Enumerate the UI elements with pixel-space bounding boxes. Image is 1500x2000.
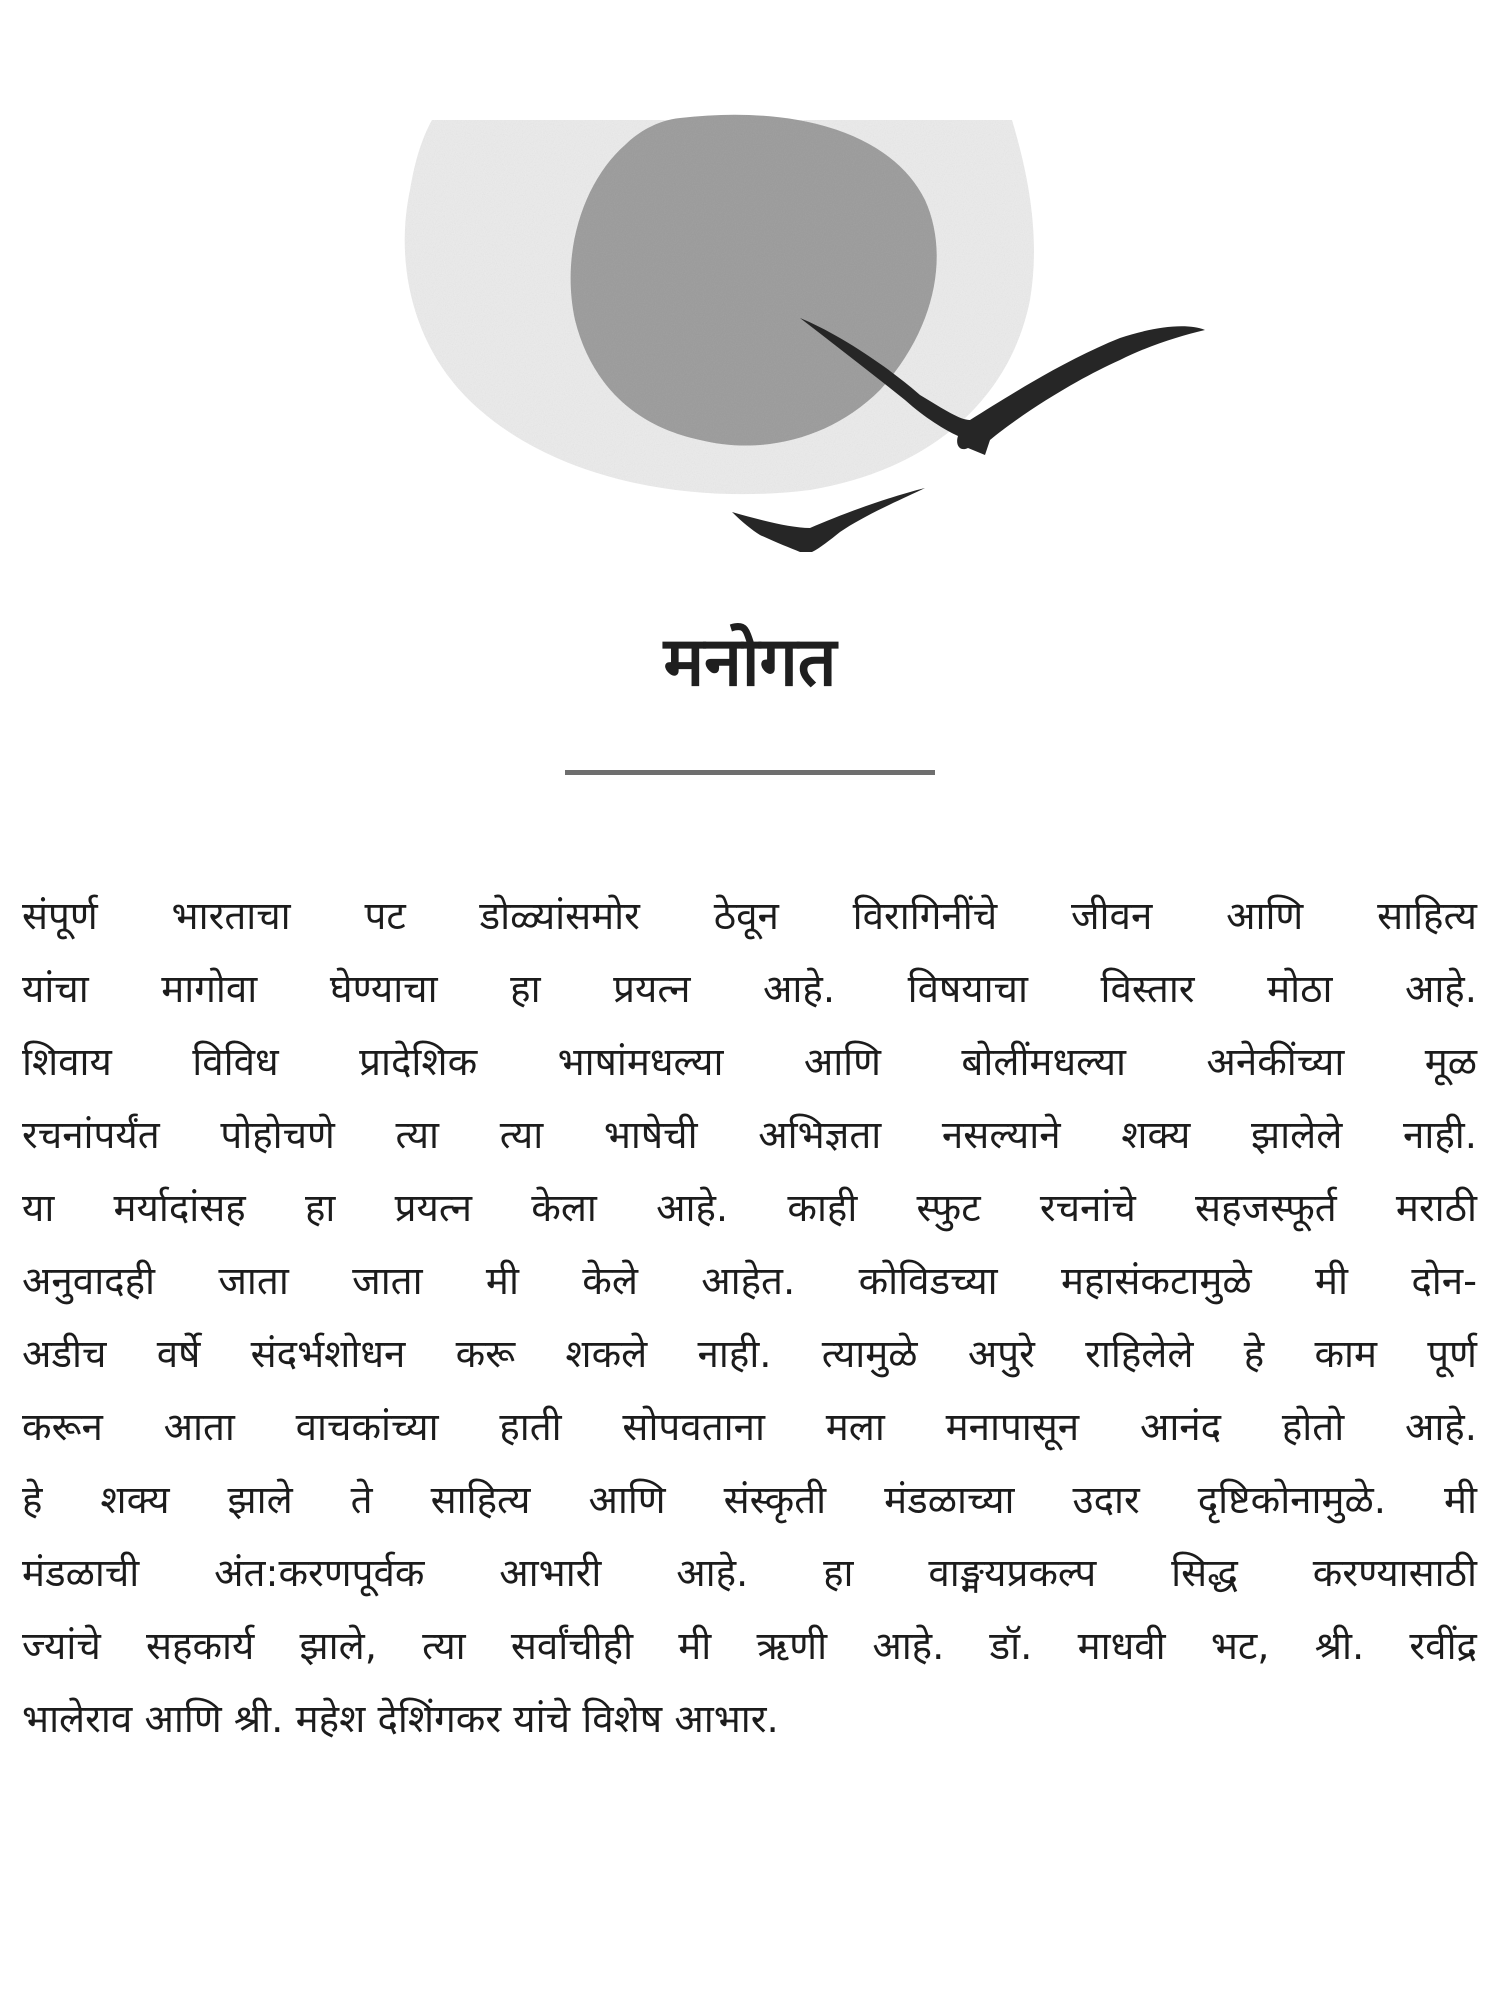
body-line: मंडळाची अंत:करणपूर्वक आभारी आहे. हा वाङ्मयप्रकल्प सिद्ध करण्यासाठी bbox=[22, 1551, 1477, 1596]
body-paragraph bbox=[22, 880, 1477, 1756]
body-line: रचनांपर्यंत पोहोचणे त्या त्या भाषेची अभिज्ञता नसल्याने शक्य झालेले नाही. bbox=[22, 1113, 1477, 1158]
body-line: शिवाय विविध प्रादेशिक भाषांमधल्या आणि बोलींमधल्या अनेकींच्या मूळ bbox=[22, 1040, 1477, 1085]
body-line: हे शक्य झाले ते साहित्य आणि संस्कृती मंडळाच्या उदार दृष्टिकोनामुळे. मी bbox=[22, 1478, 1477, 1523]
body-line: अडीच वर्षे संदर्भशोधन करू शकले नाही. त्यामुळे अपुरे राहिलेले हे काम पूर्ण bbox=[22, 1332, 1477, 1377]
page-title: मनोगत bbox=[663, 623, 837, 702]
body-line: अनुवादही जाता जाता मी केले आहेत. कोविडच्या महासंकटामुळे मी दोन- bbox=[22, 1259, 1477, 1304]
body-line: संपूर्ण भारताचा पट डोळ्यांसमोर ठेवून विरागिनींचे जीवन आणि साहित्य bbox=[22, 894, 1477, 939]
body-line: करून आता वाचकांच्या हाती सोपवताना मला मनापासून आनंद होतो आहे. bbox=[22, 1405, 1477, 1450]
body-line: यांचा मागोवा घेण्याचा हा प्रयत्न आहे. विषयाचा विस्तार मोठा आहे. bbox=[22, 967, 1477, 1012]
body-line: या मर्यादांसह हा प्रयत्न केला आहे. काही स्फुट रचनांचे सहजस्फूर्त मराठी bbox=[22, 1186, 1477, 1231]
body-line: ज्यांचे सहकार्य झाले, त्या सर्वांचीही मी ऋणी आहे. डॉ. माधवी भट, श्री. रवींद्र bbox=[22, 1624, 1477, 1669]
small-bird-icon bbox=[732, 488, 925, 552]
body-line: भालेराव आणि श्री. महेश देशिंगकर यांचे विशेष आभार. bbox=[22, 1697, 779, 1742]
moon-birds-illustration bbox=[0, 0, 1500, 600]
title-divider bbox=[565, 770, 935, 775]
